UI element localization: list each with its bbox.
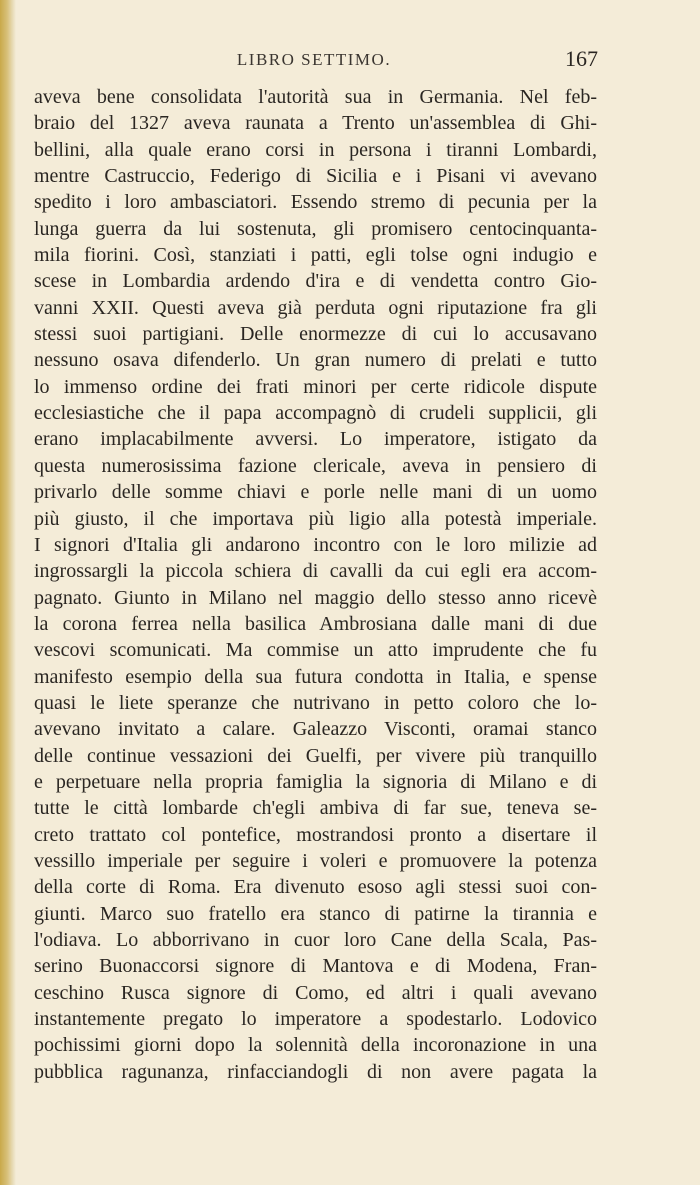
text-line: l'odiava. Lo abborrivano in cuor loro Cane della Scala, Pas- bbox=[34, 929, 597, 951]
text-line: mentre Castruccio, Federigo di Sicilia e i Pisani vi avevano bbox=[34, 165, 597, 188]
text-line: ecclesiastiche che il papa accompagnò di crudeli supplicii, gli bbox=[34, 402, 597, 425]
page-number: 167 bbox=[565, 46, 598, 71]
text-line: erano implacabilmente avversi. Lo imperatore, istigato da bbox=[34, 428, 597, 451]
running-title: LIBRO SETTIMO. bbox=[236, 50, 392, 69]
text-line: stessi suoi partigiani. Delle enormezze di cui lo accusavano bbox=[34, 323, 597, 346]
text-line: avevano invitato a calare. Galeazzo Visconti, oramai stanco bbox=[34, 718, 597, 741]
text-line: vescovi scomunicati. Ma commise un atto imprudente che fu bbox=[34, 639, 597, 662]
text-line: aveva bene consolidata l'autorità sua in Germania. Nel feb- bbox=[34, 86, 597, 108]
text-line: serino Buonaccorsi signore di Mantova e di Modena, Fran- bbox=[34, 955, 597, 978]
text-line: spedito i loro ambasciatori. Essendo stremo di pecunia per la bbox=[34, 191, 597, 214]
text-line: vessillo imperiale per seguire i voleri e promuovere la potenza bbox=[34, 849, 597, 872]
body-paragraph bbox=[34, 84, 597, 1085]
text-line: I signori d'Italia gli andarono incontro con le loro milizie ad bbox=[34, 533, 597, 556]
text-line: braio del 1327 aveva raunata a Trento un'assemblea di Ghi- bbox=[34, 112, 597, 135]
text-line: nessuno osava difenderlo. Un gran numero di prelati e tutto bbox=[34, 349, 597, 372]
text-line: scese in Lombardia ardendo d'ira e di vendetta contro Gio- bbox=[34, 270, 597, 293]
text-line: instantemente pregato lo imperatore a spodestarlo. Lodovico bbox=[34, 1008, 597, 1031]
text-line: ingrossargli la piccola schiera di cavalli da cui egli era accom- bbox=[34, 560, 597, 583]
text-line: pochissimi giorni dopo la solennità della incoronazione in una bbox=[34, 1034, 597, 1057]
text-line: la corona ferrea nella basilica Ambrosiana dalle mani di due bbox=[34, 612, 597, 635]
text-line: questa numerosissima fazione clericale, aveva in pensiero di bbox=[34, 454, 597, 477]
running-header bbox=[0, 46, 700, 72]
text-line: vanni XXII. Questi aveva già perduta ogni riputazione fra gli bbox=[34, 296, 597, 319]
text-line: mila fiorini. Così, stanziati i patti, egli tolse ogni indugio e bbox=[34, 244, 597, 267]
text-line: pubblica ragunanza, rinfacciandogli di non avere pagata la bbox=[34, 1060, 597, 1083]
text-line: privarlo delle somme chiavi e porle nelle mani di un uomo bbox=[34, 481, 597, 504]
text-line: lunga guerra da lui sostenuta, gli promisero centocinquanta- bbox=[34, 217, 597, 240]
text-line: e perpetuare nella propria famiglia la signoria di Milano e di bbox=[34, 770, 597, 793]
text-line: manifesto esempio della sua futura condotta in Italia, e spense bbox=[34, 665, 597, 688]
text-line: creto trattato col pontefice, mostrandosi pronto a disertare il bbox=[34, 823, 597, 846]
text-line: lo immenso ordine dei frati minori per certe ridicole dispute bbox=[34, 375, 597, 398]
text-line: tutte le città lombarde ch'egli ambiva di far sue, teneva se- bbox=[34, 797, 597, 820]
text-line: ceschino Rusca signore di Como, ed altri i quali avevano bbox=[34, 981, 597, 1004]
text-line: quasi le liete speranze che nutrivano in petto coloro che lo- bbox=[34, 691, 597, 714]
text-line: bellini, alla quale erano corsi in persona i tiranni Lombardi, bbox=[34, 138, 597, 161]
text-line: delle continue vessazioni dei Guelfi, per vivere più tranquillo bbox=[34, 744, 597, 767]
text-line: della corte di Roma. Era divenuto esoso agli stessi suoi con- bbox=[34, 876, 597, 899]
text-line: giunti. Marco suo fratello era stanco di patirne la tirannia e bbox=[34, 902, 597, 925]
text-line: più giusto, il che importava più ligio alla potestà imperiale. bbox=[34, 507, 597, 530]
text-line: pagnato. Giunto in Milano nel maggio dello stesso anno ricevè bbox=[34, 586, 597, 609]
